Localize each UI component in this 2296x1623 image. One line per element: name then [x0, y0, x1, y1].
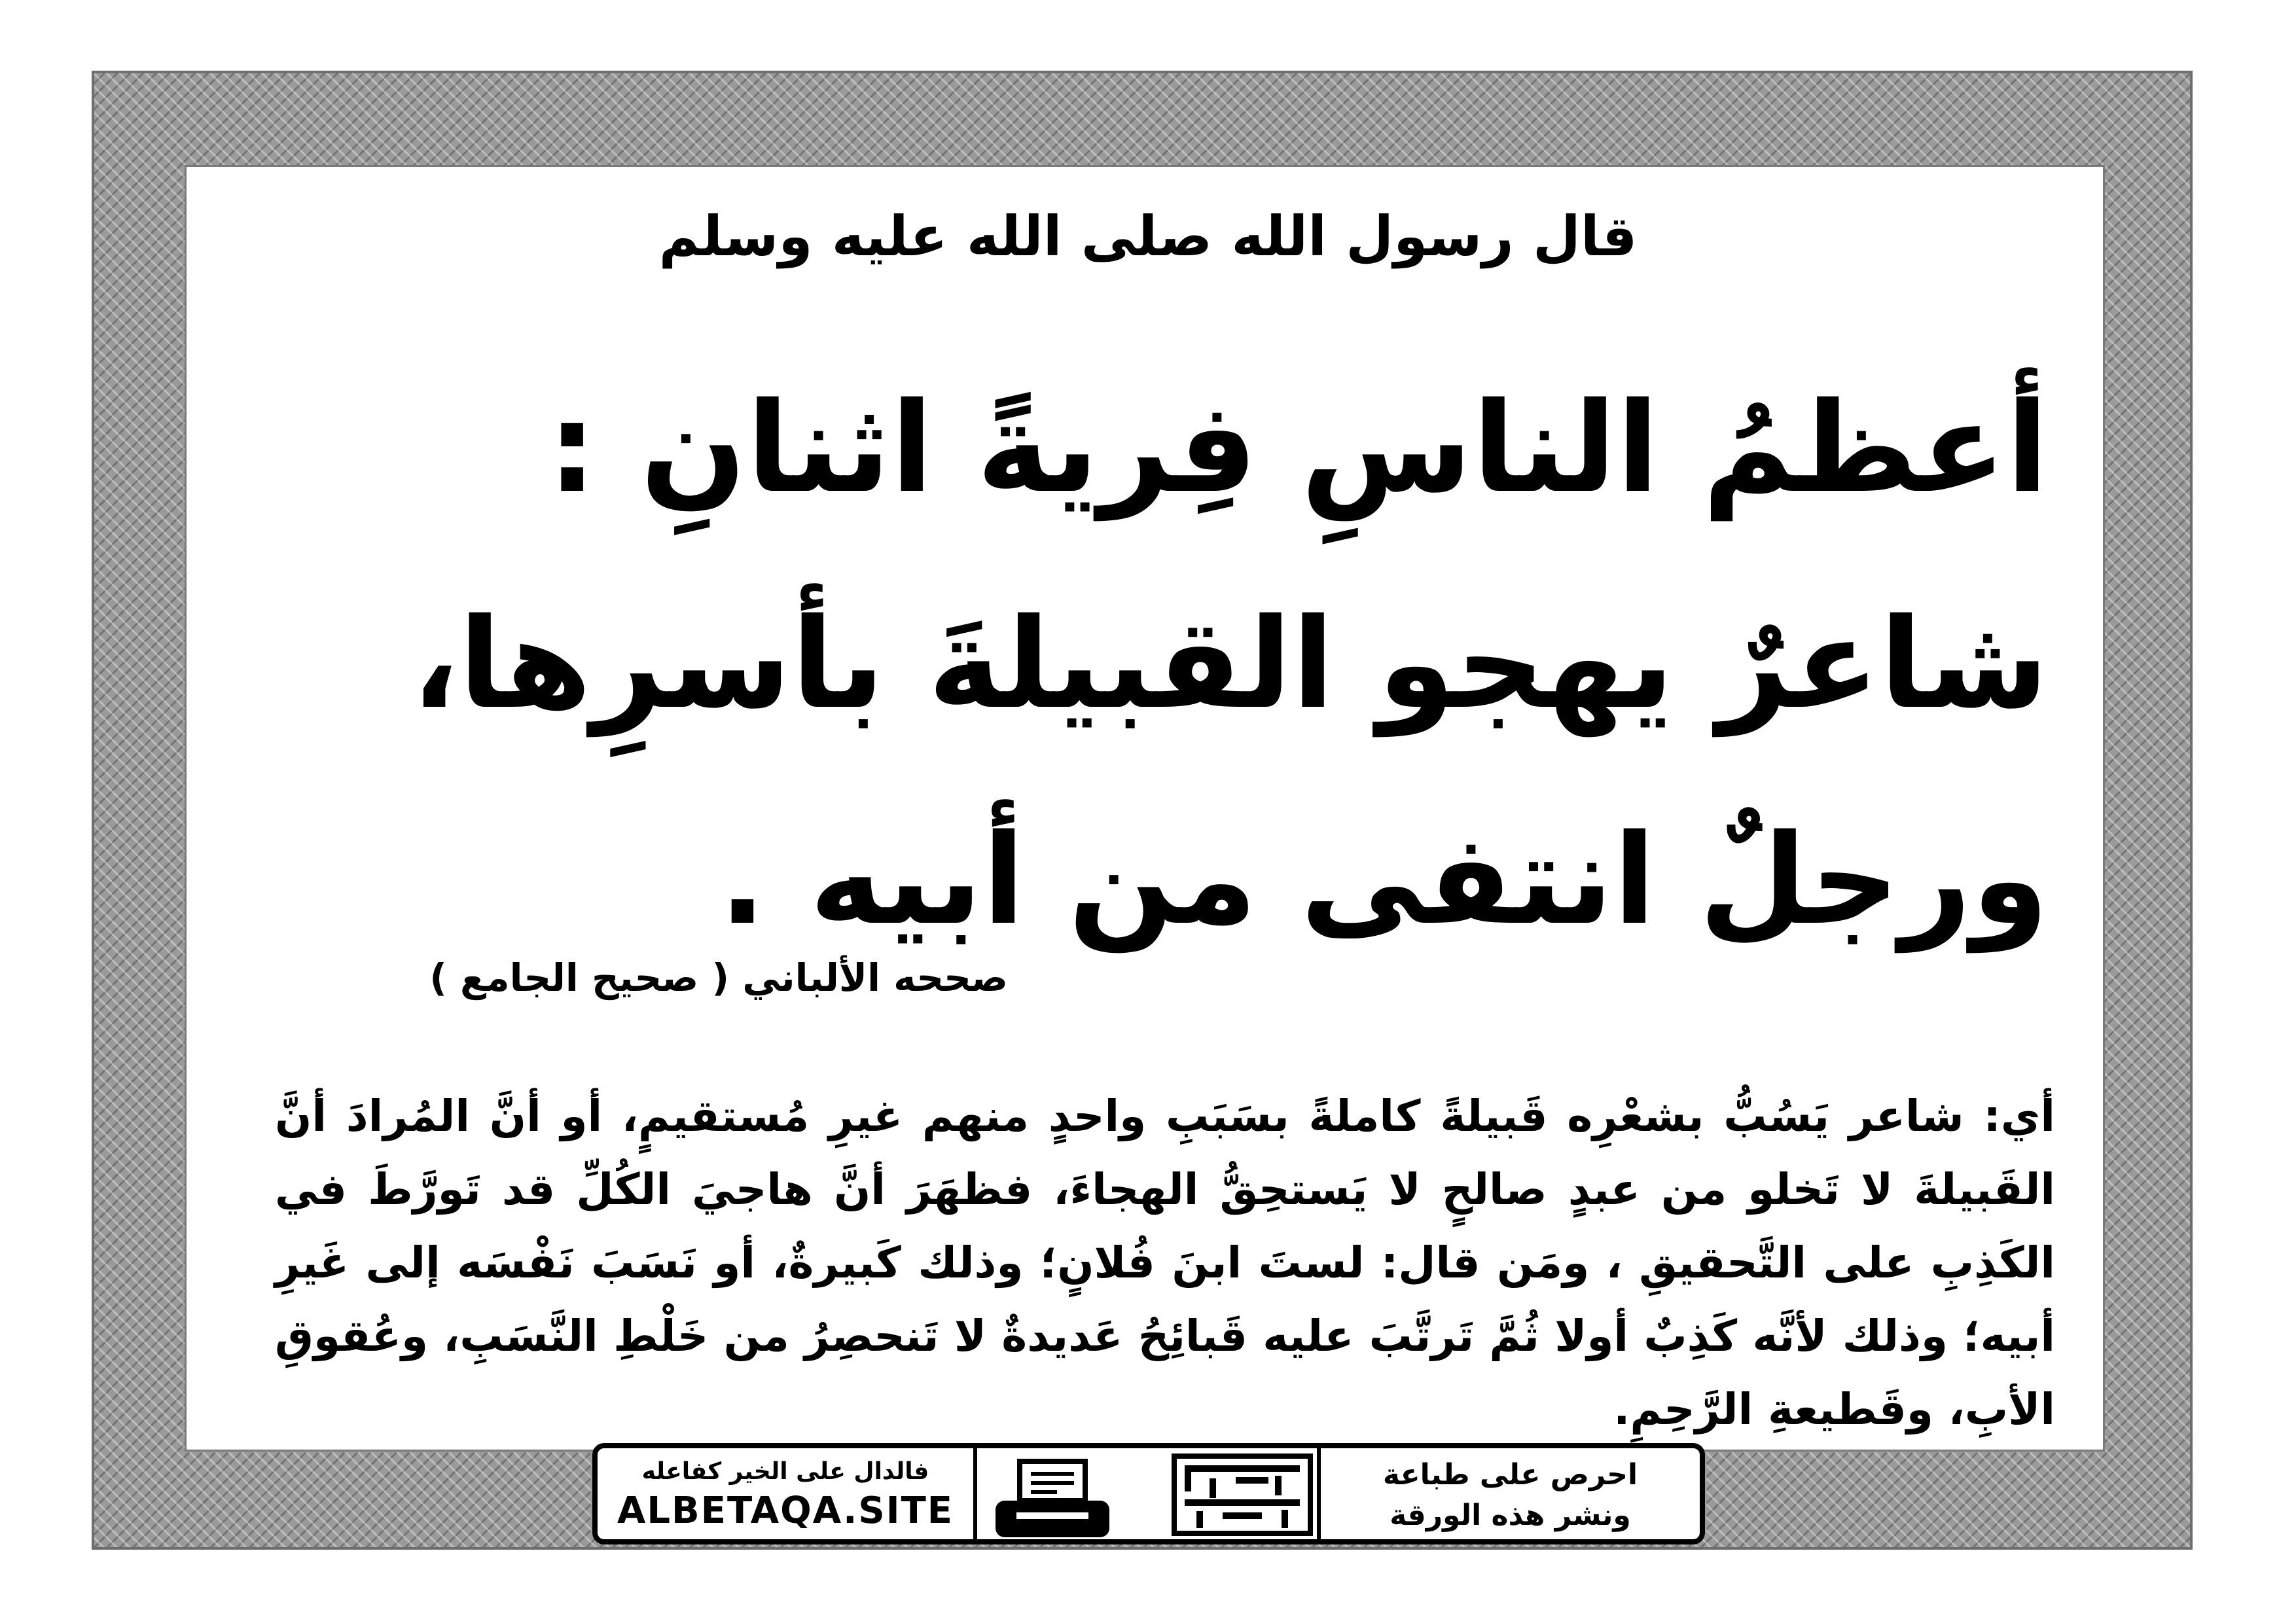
footer-site-block — [598, 1448, 977, 1539]
source-reference: صححه الألباني ( صحيح الجامع ) — [429, 955, 1008, 1000]
footer-banner — [592, 1443, 1705, 1544]
printer-icon — [990, 1457, 1115, 1543]
footer-notice-line2: ونشر هذه الورقة — [1390, 1499, 1631, 1532]
intro-heading: قال رسول الله صلى الله عليه وسلم — [658, 204, 1638, 268]
logo-icon — [1170, 1452, 1314, 1537]
explanation-paragraph: أي: شاعر يَسُبُّ بشعْرِه قَبيلةً كاملةً بسَبَبِ واحدٍ منهم غيرِ مُستقيمٍ، أو أنَّ المُرادَ أنَّ القَبيلةَ لا تَخلو من عبدٍ صالحٍ لا يَستحِقُّ الهجاءَ، فظهَرَ أنَّ هاجيَ الكُلِّ قد تَورَّطَ في الكَذِبِ على التَّحقيقِ ، ومَن قال: لستَ ابنَ فُلانٍ؛ وذلك كَبيرةٌ، أو نَسَبَ نَفْسَه إلى غَيرِ أبيه؛ وذلك لأنَّه كَذِبٌ أولا ثُمَّ تَرتَّبَ عليه قَبائِحُ عَديدةٌ لا تَنحصِرُ من خَلْطِ النَّسَبِ، وعُقوقِ الأبِ، وقَطيعةِ الرَّحِمِ. — [275, 1091, 2055, 1435]
site-link[interactable]: ALBETAQA.SITE — [617, 1489, 954, 1532]
footer-tagline: فالدال على الخير كفاعله — [641, 1458, 929, 1485]
footer-notice-line1: احرص على طباعة — [1382, 1458, 1638, 1491]
footer-print-notice — [1317, 1448, 1700, 1539]
hadith-text: أعظمُ الناسِ فِريةً اثنانِ : شاعرٌ يهجو القبيلةَ بأسرِها، ورجلٌ انتفى من أبيه . — [411, 376, 2049, 952]
